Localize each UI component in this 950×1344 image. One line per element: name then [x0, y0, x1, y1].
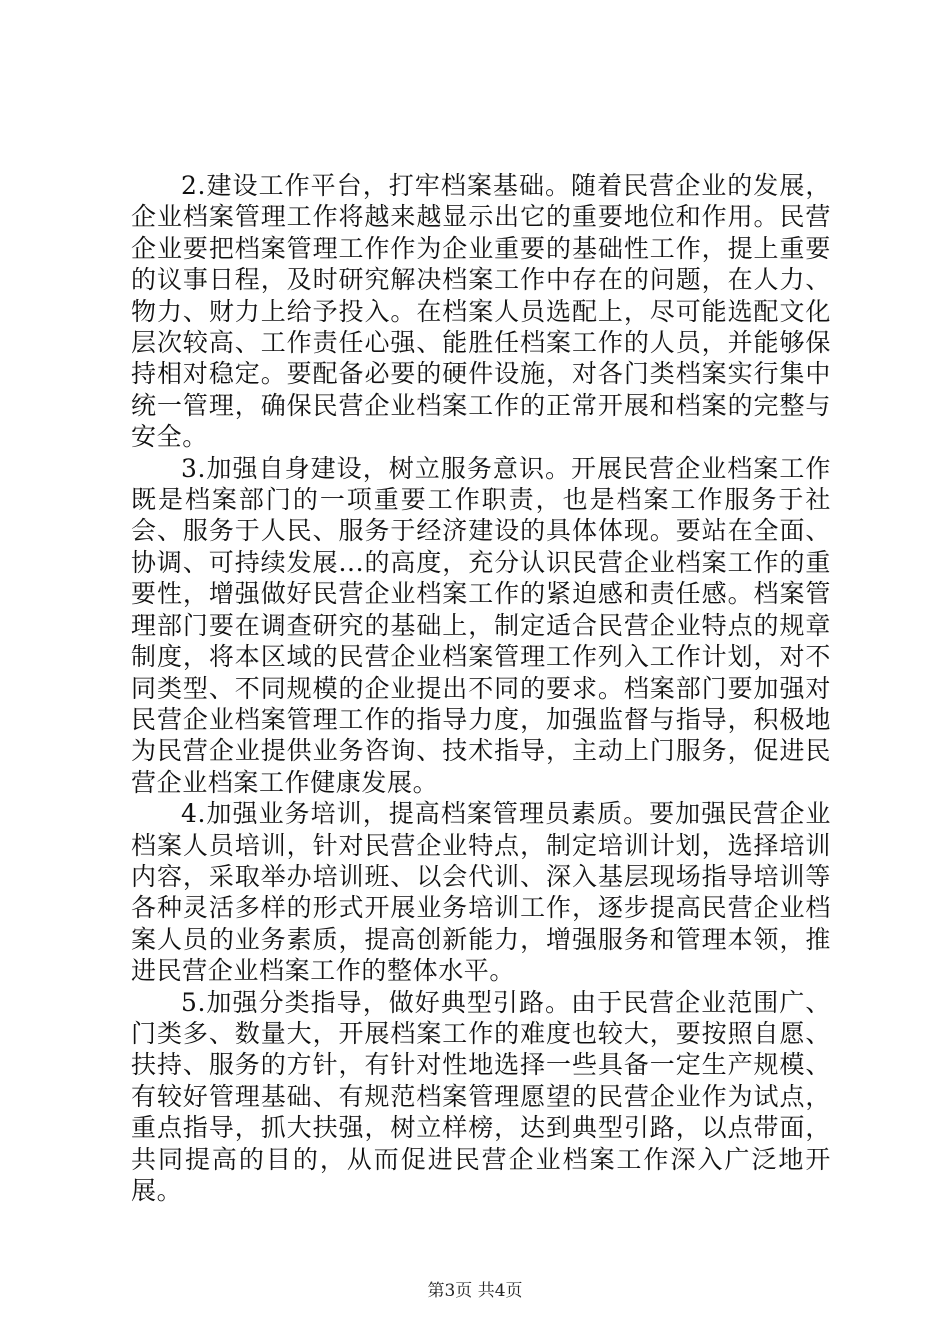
document-body — [131, 170, 831, 1206]
page-number-footer: 第3页 共4页 — [427, 1281, 523, 1301]
paragraph-4: 4.加强业务培训，提高档案管理员素质。要加强民营企业档案人员培训，针对民营企业特点，制定培训计划，选择培训内容，采取举办培训班、以会代训、深入基层现场指导培训等各种灵活多样的形式开展业务培训工作，逐步提高民营企业档案人员的业务素质，提高创新能力，增强服务和管理本领，推进民营企业档案工作的整体水平。 — [131, 799, 831, 986]
paragraph-5: 5.加强分类指导，做好典型引路。由于民营企业范围广、门类多、数量大，开展档案工作的难度也较大，要按照自愿、扶持、服务的方针，有针对性地选择一些具备一定生产规模、有较好管理基础、有规范档案管理愿望的民营企业作为试点，重点指导，抓大扶强，树立样榜，达到典型引路，以点带面，共同提高的目的，从而促进民营企业档案工作深入广泛地开展。 — [131, 987, 831, 1205]
paragraph-3: 3.加强自身建设，树立服务意识。开展民营企业档案工作既是档案部门的一项重要工作职责，也是档案工作服务于社会、服务于人民、服务于经济建设的具体体现。要站在全面、协调、可持续发展...的高度，充分认识民营企业档案工作的重要性，增强做好民营企业档案工作的紧迫感和责任感。档案管理部门要在调查研究的基础上，制定适合民营企业特点的规章制度，将本区域的民营企业档案管理工作列入工作计划，对不同类型、不同规模的企业提出不同的要求。档案部门要加强对民营企业档案管理工作的指导力度，加强监督与指导，积极地为民营企业提供业务咨询、技术指导，主动上门服务，促进民营企业档案工作健康发展。 — [131, 453, 831, 797]
paragraph-2: 2.建设工作平台，打牢档案基础。随着民营企业的发展，企业档案管理工作将越来越显示出它的重要地位和作用。民营企业要把档案管理工作作为企业重要的基础性工作，提上重要的议事日程，及时研究解决档案工作中存在的问题，在人力、物力、财力上给予投入。在档案人员选配上，尽可能选配文化层次较高、工作责任心强、能胜任档案工作的人员，并能够保持相对稳定。要配备必要的硬件设施，对各门类档案实行集中统一管理，确保民营企业档案工作的正常开展和档案的完整与安全。 — [131, 171, 831, 452]
